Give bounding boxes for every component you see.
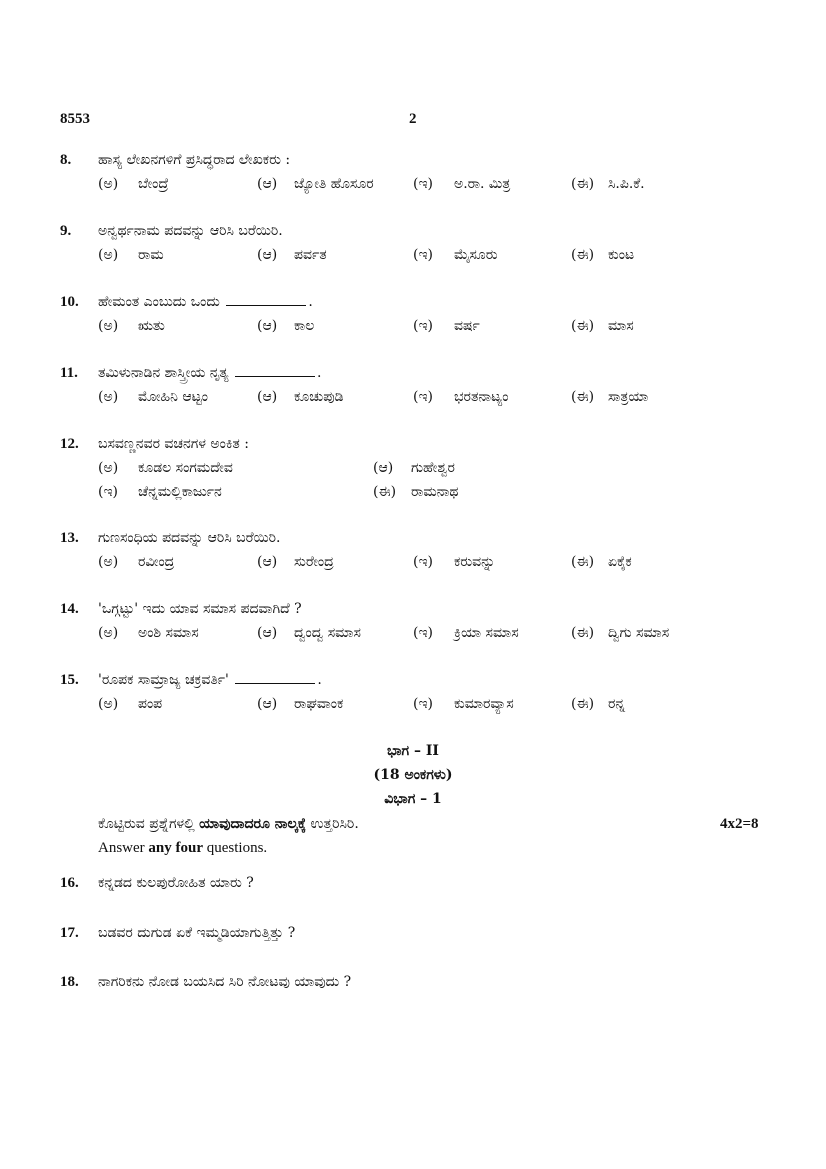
question-number: 11. [60, 365, 78, 381]
paper-code: 8553 [60, 111, 90, 127]
option-label: (ಆ) [257, 696, 278, 712]
instruction-english [98, 840, 267, 857]
question-number: 15. [60, 672, 79, 688]
option-text: ಸುರೇಂದ್ರ [294, 554, 334, 570]
question-text [98, 365, 321, 381]
option-text: ಗುಹೇಶ್ವರ [411, 460, 455, 476]
option-label: (ಇ) [413, 389, 434, 405]
question-text: ಬಡವರ ದುಗುಡ ಏಕೆ ಇಮ್ಮಡಿಯಾಗುತ್ತಿತ್ತು ? [98, 925, 296, 941]
page-number: 2 [409, 111, 417, 127]
instruction-pre: ಕೊಟ್ಟಿರುವ ಪ್ರಶ್ನೆಗಳಲ್ಲಿ [98, 816, 200, 832]
answer-blank [235, 673, 315, 684]
question-text: ನಾಗರಿಕನು ನೋಡ ಬಯಸಿದ ಸಿರಿ ನೋಟವು ಯಾವುದು ? [98, 974, 352, 990]
option-text: ಭರತನಾಟ್ಯಂ [454, 389, 509, 405]
section-title: ವಿಭಾಗ – 1 [384, 791, 442, 807]
option-text: ಬೇಂದ್ರೆ [138, 176, 169, 192]
question-number: 9. [60, 223, 72, 239]
option-text: ರವೀಂದ್ರ [138, 554, 175, 570]
option-label: (ಆ) [257, 176, 278, 192]
option-label: (ಅ) [98, 247, 119, 263]
question-text-tail: . [317, 365, 322, 381]
option-text: ಅಂಶಿ ಸಮಾಸ [138, 625, 199, 641]
option-label: (ಇ) [413, 625, 434, 641]
option-text: ಏಕೈಕ [608, 554, 632, 570]
instruction-bold: ಯಾವುದಾದರೂ ನಾಲ್ಕಕ್ಕೆ [199, 816, 307, 832]
option-text: ವರ್ಷ [454, 318, 480, 334]
option-label: (ಈ) [571, 554, 595, 570]
option-label: (ಅ) [98, 389, 119, 405]
option-label: (ಇ) [413, 696, 434, 712]
option-label: (ಅ) [98, 176, 119, 192]
question-text-body: ತಮಿಳುನಾಡಿನ ಶಾಸ್ತ್ರೀಯ ನೃತ್ಯ [98, 365, 229, 381]
option-label: (ಆ) [257, 554, 278, 570]
instruction-kannada [98, 816, 359, 832]
option-text: ಕುಮಾರವ್ಯಾಸ [454, 696, 514, 712]
option-text: ಸಿ.ಪಿ.ಕೆ. [608, 176, 645, 192]
part-marks: (18 ಅಂಕಗಳು) [373, 767, 453, 783]
option-text: ಪಂಪ [138, 696, 163, 712]
instruction-post: ಉತ್ತರಿಸಿರಿ. [306, 816, 359, 832]
answer-blank [235, 366, 315, 377]
answer-blank [226, 295, 306, 306]
option-label: (ಇ) [413, 176, 434, 192]
question-text: ಕನ್ನಡದ ಕುಲಪುರೋಹಿತ ಯಾರು ? [98, 875, 254, 891]
question-number: 18. [60, 974, 79, 990]
option-text: ಕೂಚುಪುಡಿ [294, 389, 344, 405]
option-label: (ಈ) [571, 625, 595, 641]
option-text: ಜ್ಯೋತಿ ಹೊಸೂರ [294, 176, 374, 192]
option-label: (ಈ) [571, 696, 595, 712]
option-text: ರಾಮನಾಥ [411, 484, 459, 500]
section-score: 4x2=8 [720, 816, 759, 832]
option-label: (ಇ) [98, 484, 119, 500]
question-text-tail: . [308, 294, 313, 310]
question-number: 8. [60, 152, 72, 168]
option-label: (ಈ) [373, 484, 397, 500]
question-text [98, 294, 313, 310]
option-label: (ಇ) [413, 247, 434, 263]
option-label: (ಅ) [98, 554, 119, 570]
option-text: ಮೋಹಿನಿ ಆಟ್ಟಂ [138, 389, 208, 405]
question-text-tail: . [317, 672, 322, 688]
english-pre: Answer [98, 840, 149, 856]
part-title: ಭಾಗ – II [387, 743, 439, 759]
option-text: ಕಾಲ [294, 318, 315, 334]
option-label: (ಆ) [257, 389, 278, 405]
option-text: ರಾಘವಾಂಕ [294, 696, 344, 712]
option-label: (ಆ) [373, 460, 394, 476]
option-text: ಪರ್ವತ [294, 247, 327, 263]
english-bold: any four [148, 840, 203, 856]
option-text: ಚೆನ್ನಮಲ್ಲಿಕಾರ್ಜುನ [138, 484, 222, 500]
question-number: 12. [60, 436, 79, 452]
question-text: 'ಒಗ್ಗಟ್ಟು' ಇದು ಯಾವ ಸಮಾಸ ಪದವಾಗಿದೆ ? [98, 601, 302, 617]
option-label: (ಇ) [413, 318, 434, 334]
option-text: ಋತು [138, 318, 165, 334]
option-label: (ಅ) [98, 696, 119, 712]
option-text: ದ್ವಿಗು ಸಮಾಸ [608, 625, 670, 641]
option-label: (ಈ) [571, 389, 595, 405]
question-text: ಬಸವಣ್ಣನವರ ವಚನಗಳ ಅಂಕಿತ : [98, 436, 249, 452]
option-label: (ಆ) [257, 247, 278, 263]
option-text: ಕೂಡಲ ಸಂಗಮದೇವ [138, 460, 233, 476]
option-label: (ಈ) [571, 247, 595, 263]
option-text: ಕುಂಟ [608, 247, 635, 263]
question-number: 16. [60, 875, 79, 891]
question-text: ಅನ್ವರ್ಥನಾಮ ಪದವನ್ನು ಆರಿಸಿ ಬರೆಯಿರಿ. [98, 223, 283, 239]
question-number: 17. [60, 925, 79, 941]
option-text: ರಾಮ [138, 247, 164, 263]
option-text: ಸಾತ್ರಯಾ [608, 389, 649, 405]
option-label: (ಆ) [257, 318, 278, 334]
option-text: ಅ.ರಾ. ಮಿತ್ರ [454, 176, 511, 192]
option-text: ದ್ವಂದ್ವ ಸಮಾಸ [294, 625, 361, 641]
option-label: (ಆ) [257, 625, 278, 641]
question-text [98, 672, 322, 688]
option-label: (ಈ) [571, 176, 595, 192]
option-text: ಕ್ರಿಯಾ ಸಮಾಸ [454, 625, 519, 641]
option-text: ರನ್ನ [608, 696, 626, 712]
option-label: (ಅ) [98, 625, 119, 641]
question-text: ಗುಣಸಂಧಿಯ ಪದವನ್ನು ಆರಿಸಿ ಬರೆಯಿರಿ. [98, 530, 281, 546]
option-label: (ಅ) [98, 318, 119, 334]
question-text: ಹಾಸ್ಯ ಲೇಖನಗಳಿಗೆ ಪ್ರಸಿದ್ಧರಾದ ಲೇಖಕರು : [98, 152, 291, 168]
option-text: ಮೈಸೂರು [454, 247, 498, 263]
question-number: 14. [60, 601, 79, 617]
option-label: (ಇ) [413, 554, 434, 570]
option-label: (ಈ) [571, 318, 595, 334]
english-post: questions. [203, 840, 268, 856]
option-text: ಮಾಸ [608, 318, 634, 334]
question-text-body: ಹೇಮಂತ ಎಂಬುದು ಒಂದು [98, 294, 220, 310]
option-label: (ಅ) [98, 460, 119, 476]
question-number: 10. [60, 294, 79, 310]
option-text: ಕರುವನ್ನು [454, 554, 496, 570]
question-number: 13. [60, 530, 79, 546]
question-text-body: 'ರೂಪಕ ಸಾಮ್ರಾಜ್ಯ ಚಕ್ರವರ್ತಿ' [98, 672, 229, 688]
